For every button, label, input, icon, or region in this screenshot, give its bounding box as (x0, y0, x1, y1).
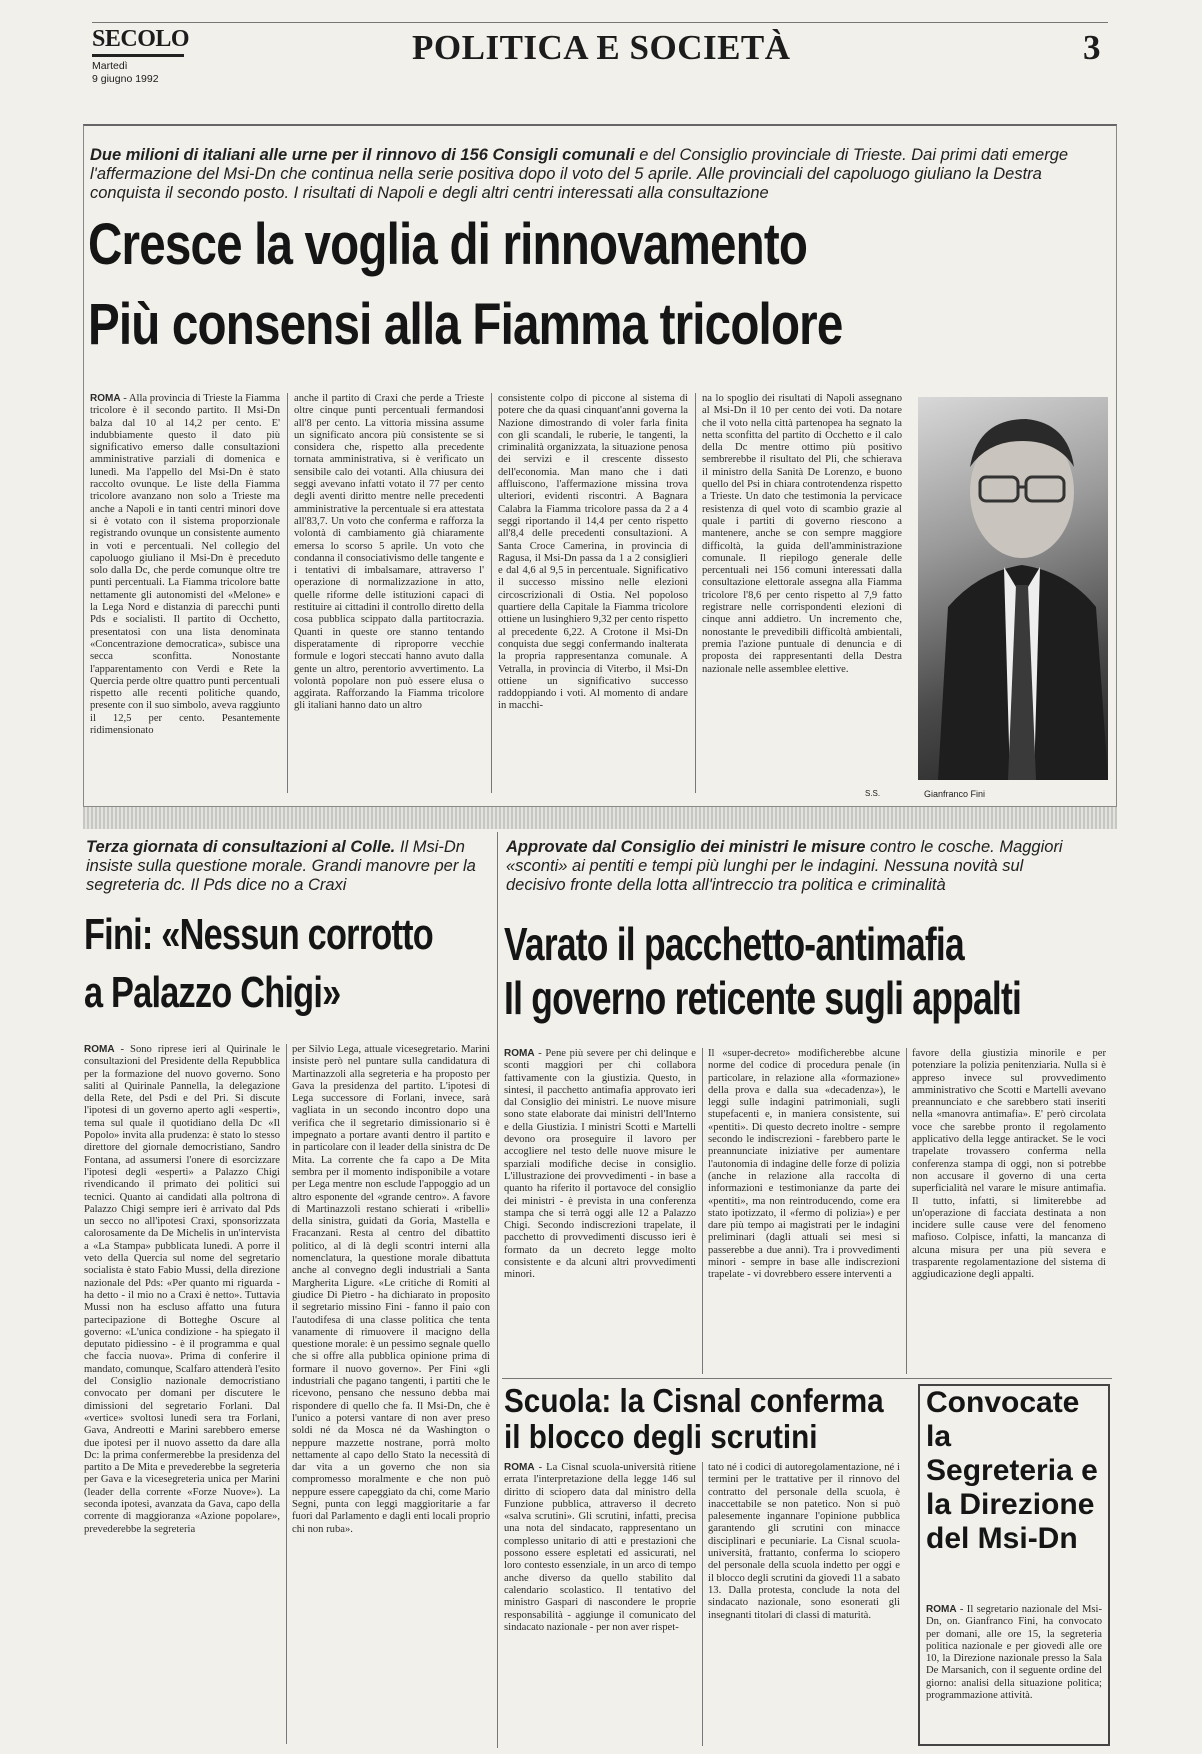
lead-kicker-rest: e del Consiglio provinciale di Trieste. Dai primi dati emerge l'affermazione del Msi-Dn che continua nella serie positiva dopo il voto del 5 aprile. Alle provinciali del capoluogo giuliano la Destra conquista il secondo posto. I risultati di Napoli e degli altri centri interessati alla consultazione (90, 146, 1069, 202)
scuola-col-rule (702, 1462, 703, 1746)
lead-kicker (90, 146, 1070, 203)
fini-column-2 (292, 1044, 490, 1748)
lead-col-rule-2 (491, 393, 492, 793)
lead-text-2: anche il partito di Craxi che perde a Trieste oltre cinque punti percentuali fermandosi all'8 per cento. La vittoria missina assume un significato ancora più consistente se si considera che, rispetto alla precedente tornata amministrativa, si è verificato un sensibile calo dei votanti. Alla chiusura dei seggi avevano infatti votato il 77 per cento degli aventi diritto mentre nelle precedenti amministrative la percentuale si era attestata all'83,7. Un voto che conferma e rafforza la volontà di cambiamento già chiaramente emersa lo scorso 5 aprile. Un voto che condanna il consociativismo delle tangente e i tentativi di imbalsamare, attraverso l' operazione di normalizzazione in atto, quelle riforme delle istituzioni capaci di restituire ai cittadini il controllo diretto della cosa pubblica scippato dalla partitocrazia. Quanti in queste ore stanno tentando disperatamente di riproporre vecchie formule e logori steccati hanno avuto dalla gente un altro, perentorio avvertimento. La volontà popolare non può essere elusa o aggirata. Rafforzando la Fiamma tricolore gli italiani hanno dato un altro (294, 393, 484, 712)
convocate-body (926, 1604, 1102, 1744)
lead-text-3: consistente colpo di piccone al sistema di potere che da quasi cinquant'anni governa la Nazione dimostrando di voler farla finita con gli scandali, le ruberie, le tangenti, la criminalità organizzata, la situazione penosa dei servizi e il crescente dissesto dell'economia. Man mano che i dati affluiscono, l'affermazione missina trova ulteriori, evidenti riscontri. A Bagnara Calabra la Fiamma tricolore passa da 2 a 4 seggi riportando il 14,4 per cento rispetto all'8,4 delle precedenti consultazioni. A Santa Croce Camerina, in provincia di Ragusa, il Msi-Dn passa da 1 a 2 consiglieri e dal 4,6 al 9,5 in percentuale. Significativo il successo missino nelle elezioni circoscrizionali di Ostia. Nel popoloso quartiere della Capitale la Fiamma tricolore ottiene un lusinghiero 9,32 per cento rispetto al precedente 6,22. A Crotone il Msi-Dn conquista due seggi confermando inalterata la propria rappresentanza comunale. A Vetralla, in provincia di Viterbo, il Msi-Dn ottiene un significativo successo raddoppiando i voti. Al momento di andare in macchi- (498, 393, 688, 712)
lead-column-1 (90, 393, 280, 795)
scuola-text-1: - La Cisnal scuola-università ritiene errata l'interpretazione della legge 146 sul diritto di sciopero data dal ministro della Funzione pubblica, attraverso il decreto «salva scrutini». Gli scrutini, infatti, precisa una nota del sindacato, rappresentano un complesso unitario di atti e prestazioni che possono essere espletati ed assicurati, nel loro contesto essenziale, in un arco di tempo anche diverso da quello stabilito dal calendario scolastico. Il tentativo del ministro Gaspari di nascondere le proprie responsabilità - aggiunge il comunicato del sindacato nazionale - per non aver rispet- (504, 1462, 696, 1633)
scuola-headline-2: il blocco degli scrutini (504, 1418, 818, 1455)
lead-text-4: na lo spoglio dei risultati di Napoli assegnano al Msi-Dn il 10 per cento dei voti. Da notare che il voto nella città partenopea ha segnato la netta sconfitta del partito di Occhetto e il calo della Dc mentre ottimo più positivo sembrerebbe il risultato del Pli, che schierava il ministro della Sanità De Lorenzo, e buono quello del Psi in chiara controtendenza rispetto a Trieste. Un dato che testimonia la pervicace resistenza di quel voto di scambio grazie al quale i partiti di governo riescono a mantenere, anche se con sempre maggiore difficoltà, la guida dell'amministrazione comunale. Il riepilogo generale delle percentuali nei 156 comuni interessati dalla consultazione elettorale assegna alla Fiamma tricolore l'8,6 per cento rispetto al 7,9 fatto registrare nelle corrispondenti elezioni di cinque anni addietro. Un incremento che, nonostante le prevedibili difficoltà ambientali, premia l'azione puntuale di denuncia e di proposta dei rappresentanti della Destra nazionale nelle assemblee elettive. (702, 393, 902, 675)
antimafia-text-2: Il «super-decreto» modificherebbe alcune norme del codice di procedura penale (in particolare, in relazione alla «formazione» della prova e dalla sua «decadenza»), le leggi sulle indagini patrimoniali, sugli stupefacenti e, in maniera consistente, sui «pentiti». Di questo decreto inoltre - sempre secondo le indiscrezioni - farebbero parte le preannunciate iniziative per aumentare l'autonomia di indagine delle forze di polizia (anche in relazione alla raccolta di informazioni e testimonianze da parte dei «pentiti», ma non reintroducendo, come era stato ipotizzato, il «fermo di polizia») e per dare più tempo ai magistrati per le indagini preliminari (dagli attuali sei mesi si passerebbe a due anni). Tra i provvedimenti minori - sempre in base alle indiscrezioni trapelate - vi dovrebbero essere interventi a (708, 1048, 900, 1281)
section-title: POLITICA E SOCIETÀ (412, 28, 791, 67)
scuola-text-2: tato né i codici di autoregolamentazione, né i termini per le trattative per il rinnovo del contratto del personale della scuola, è inaccettabile se non patetico. Non si può palesemente ingannare l'opinione pubblica garantendo gli scrutini con minacce disciplinari e pecuniarie. La Cisnal scuola-università, frattanto, conferma lo sciopero del personale della scuola indetto per oggi e il blocco degli scrutini da giovedì 11 a sabato 13. Dalla protesta, conclude la nota del sindacato nazionale, sono esonerati gli insegnanti titolari di classi di maturità. (708, 1462, 900, 1621)
fini-kicker-bold: Terza giornata di consultazioni al Colle. (86, 838, 396, 856)
gianfranco-fini-photo (918, 397, 1108, 780)
section-separator (83, 807, 1117, 829)
page-number: 3 (1083, 28, 1101, 67)
antimafia-text-3: favore della giustizia minorile e per potenziare la polizia penitenziaria. Nulla si è appreso invece sul provvedimento amministrativo che Scotti e Martelli avevano preannunciato e che sarebbero stati inseriti nella «manovra antimafia». E' però circolata voce che sarebbe pronto il regolamento applicativo della legge antiracket. Se le voci trapelate trovassero conferma nella conferenza stampa di oggi, non si potrebbe non accusare il governo di una certa superficialità nel varare le misure antimafia. Il tutto, infatti, si limiterebbe ad un'operazione di facciata destinata a non incidere sulle cause vere del fenomeno mafioso. Colpisce, infatti, la mancanza di alcuna misura per una più severa e trasparente regolamentazione del sistema di aggiudicazione degli appalti. (912, 1048, 1106, 1281)
issue-day: Martedì (92, 60, 128, 72)
photo-caption: Gianfranco Fini (924, 789, 986, 799)
scuola-headline-1: Scuola: la Cisnal conferma (504, 1382, 884, 1419)
antimafia-kicker (506, 838, 1066, 895)
lead-column-4 (702, 393, 902, 787)
antimafia-column-2 (708, 1048, 900, 1376)
antimafia-kicker-bold: Approvate dal Consiglio dei ministri le misure (506, 838, 866, 856)
antimafia-col-rule-2 (906, 1048, 907, 1374)
lead-column-3 (498, 393, 688, 795)
masthead-underline (92, 54, 184, 57)
vertical-divider-fini (497, 832, 498, 1748)
fini-column-1 (84, 1044, 280, 1748)
lead-column-2 (294, 393, 484, 795)
lead-col-rule-3 (695, 393, 696, 793)
fini-col-rule (286, 1044, 287, 1744)
top-rule (92, 22, 1108, 23)
fini-kicker-rest: Il Msi-Dn insiste sulla questione morale. Grandi manovre per la segreteria dc. Il Pds dice no a Craxi (86, 838, 476, 894)
antimafia-col-rule-1 (702, 1048, 703, 1374)
scuola-column-1 (504, 1462, 696, 1748)
antimafia-text-1: - Pene più severe per chi delinque e sconti maggiori per chi collabora fattivamente con la giustizia. Questo, in sintesi, il pacchetto antimafia approvato ieri dal Consiglio dei ministri. Le nuove misure sono state elaborate dai ministri dell'Interno e della Giustizia. I ministri Scotti e Martelli devono ora proseguire il lavoro per accogliere nel testo delle nuove misure le sparziali modifiche decise in consiglio. L'illustrazione dei provvedimenti - in base a quanto ha riferito il portavoce del consiglio dei ministri - è prevista in una conferenza stampa che si terrà oggi alle 12 a Palazzo Chigi. Secondo indiscrezioni trapelate, il pacchetto di provvedimenti discusso ieri è formato da un decreto legge molto consistente e da alcuni altri provvedimenti minori. (504, 1048, 696, 1281)
lead-kicker-bold: Due milioni di italiani alle urne per il rinnovo di 156 Consigli comunali (90, 146, 635, 164)
lead-dateline: ROMA (90, 393, 121, 404)
antimafia-column-3 (912, 1048, 1106, 1366)
issue-date: 9 giugno 1992 (92, 73, 159, 85)
scuola-column-2 (708, 1462, 900, 1748)
fini-kicker (86, 838, 496, 895)
scuola-dateline: ROMA (504, 1462, 535, 1473)
paper-name: SECOLO (92, 26, 190, 52)
antimafia-dateline: ROMA (504, 1048, 535, 1059)
antimafia-headline-1: Varato il pacchetto-antimafia (504, 918, 964, 970)
fini-text-2: per Silvio Lega, attuale vicesegretario. Marini insiste però nel puntare sulla candidatura di Martinazzoli alla segreteria e ha proposto per Gava la presidenza del partito. L'ipotesi di Lega successore di Forlani, invece, sarà vagliata in un secondo incontro dopo una verifica che il segretario dimissionario si è impegnato a portare avanti dentro il partito e in particolare con il leader della sinistra dc De Mita. La corrente che fa capo a De Mita sembra per il momento indisponibile a votare per Lega mentre non esclude l'appoggio ad un altro esponente del «grande centro». A favore di Martinazzoli restano schierati i «ribelli» della sinistra, guidati da Goria, Mastella e Fracanzani. Resta al centro del dibattito politico, al di là degli scontri interni alla nomenclatura, la questione morale dibattuta anche al convegno degli industriali a Santa Margherita Ligure. «Le critiche di Romiti al giudice Di Pietro - ha dichiarato in proposito il segretario missino Fini - fanno il paio con l'autodifesa di una classe politica che tenta vanamente di rimuovere il macigno della questione morale: è un pessimo segnale quello che si offre alla pubblica opinione prima di formare il nuovo governo». Per Fini «gli industriali che pagano tangenti, i partiti che le ricevono, pensano che nessuno debba mai rispondere di quello che fa. Il Msi-Dn, che è l'unico a potersi vantare di non aver preso soldi né da Mosca né da Washington o neppure mazzette nostrane, porrà molto nettamente al capo dello Stato la necessità di dar vita a un governo che non sia compromesso moralmente e che non può neppure essere capeggiato da chi, come Mario Segni, punta con leggi maggioritarie a far fuori dal Parlamento e dagli enti locali proprio chi non ruba». (292, 1044, 490, 1535)
antimafia-headline-2: Il governo reticente sugli appalti (504, 972, 1022, 1024)
lead-headline-2: Più consensi alla Fiamma tricolore (88, 292, 843, 357)
lead-signature: S.S. (865, 789, 881, 798)
scuola-top-rule (502, 1378, 1112, 1379)
antimafia-kicker-rest: contro le cosche. Maggiori «sconti» ai pentiti e tempi più lunghi per le indagini. Nessuna novità sul decisivo fronte della lotta all'intreccio tra politica e criminalità (506, 838, 1063, 894)
fini-dateline: ROMA (84, 1044, 115, 1055)
convocate-text: - Il segretario nazionale del Msi-Dn, on. Gianfranco Fini, ha convocato per domani, alle ore 15, la segreteria politica nazionale e per giovedì alle ore 10, la Direzione nazionale presso la Sala De Marsanich, con il seguente ordine del giorno: analisi della situazione politica; programmazione attività. (926, 1604, 1102, 1702)
lead-text-1: - Alla provincia di Trieste la Fiamma tricolore è il secondo partito. Il Msi-Dn balza dal 10 al 14,2 per cento. E' indubbiamente questo il dato più significativo emerso dalle consultazioni amministrative parziali di domenica e lunedì. Ma l'appello del Msi-Dn è stato raccolto ovunque. Le liste della Fiamma tricolore avanzano non solo a Trieste ma anche a Napoli e in tanti centri minori dove si è votato con il sistema proporzionale registrando ovunque un consistente aumento in voti e percentuali. Nel collegio del capoluogo giuliano il Msi-Dn è preceduto solo dalla Dc, che perde comunque oltre tre punti percentuali. La Fiamma tricolore batte nettamente gli autonomisti del «Melone» e la Lega Nord e distanzia di parecchi punti Pds e socialisti. Il partito di Occhetto, presentatosi con una lista denominata «Concentrazione democratica», subisce una secca sconfitta. Nonostante l'apparentamento con Verdi e Rete la Quercia perde oltre quattro punti percentuali rispetto alle recenti politiche quando, presente con il suo simbolo, aveva raggiunto il 12,5 per cento. Pesantemente ridimensionato (90, 393, 280, 737)
convocate-dateline: ROMA (926, 1604, 957, 1615)
lead-col-rule-1 (287, 393, 288, 793)
antimafia-column-1 (504, 1048, 696, 1376)
fini-headline-2: a Palazzo Chigi» (84, 968, 341, 1017)
lead-headline-1: Cresce la voglia di rinnovamento (88, 212, 808, 277)
fini-headline-1: Fini: «Nessun corrotto (84, 910, 433, 959)
convocate-headline: Convocate la Segreteria e la Direzione del Msi-Dn (926, 1386, 1098, 1555)
fini-text-1: - Sono riprese ieri al Quirinale le consultazioni del Presidente della Repubblica per la formazione del nuovo governo. Sono saliti al Quirinale Pannella, la delegazione della Rete, del Psdi e del Pri. Si discute l'ipotesi di un governo aperto agli «esperti», tema sul quale il quotidiano della Dc «Il Popolo» invita alla prudenza: è stato lo stesso direttore del giornale democristiano, Sandro Fontana, ad assumersi l'onere di esorcizzare l'ipotesi degli «esperti» a Palazzo Chigi rivendicando il primato dei politici sui tecnici. Quanto ai candidati alla poltrona di Palazzo Chigi sempre ieri è arrivato dal Pds un secco no all'ipotesi Craxi, sponsorizzata calorosamente da De Michelis in un'intervista a «La Stampa» pubblicata lunedì. A porre il veto della Quercia sul nome del segretario socialista è stato Fabio Mussi, della direzione nazionale del Pds: «Per quanto mi riguarda - ha detto - il mio no a Craxi è netto». Tuttavia Mussi non ha escluso affatto una futura partecipazione di Botteghe Oscure al governo: «L'unica condizione - ha spiegato il deputato pidiessino - è il programma e qual che faccia nuova». Prima di conferire il mandato, comunque, Scalfaro attenderà l'esito del Consiglio nazionale democristiano convocato per domani per discutere le dimissioni del segretario Forlani. Dal «vertice» svoltosi lunedì sera tra Forlani, Gava, Andreotti e Marini sarebbero emerse due ipotesi per il nuovo assetto da dare alla Dc: la prima confermerebbe la presidenza del partito a De Mita e prevederebbe la segreteria per Gava e la vicesegreteria unica per Marini (leader della corrente «Forze Nuove»). La seconda ipotesi, avanzata da Gava, capo della corrente di maggioranza «Azione popolare», prevederebbe la segreteria (84, 1044, 280, 1535)
portrait-illustration (918, 397, 1108, 780)
